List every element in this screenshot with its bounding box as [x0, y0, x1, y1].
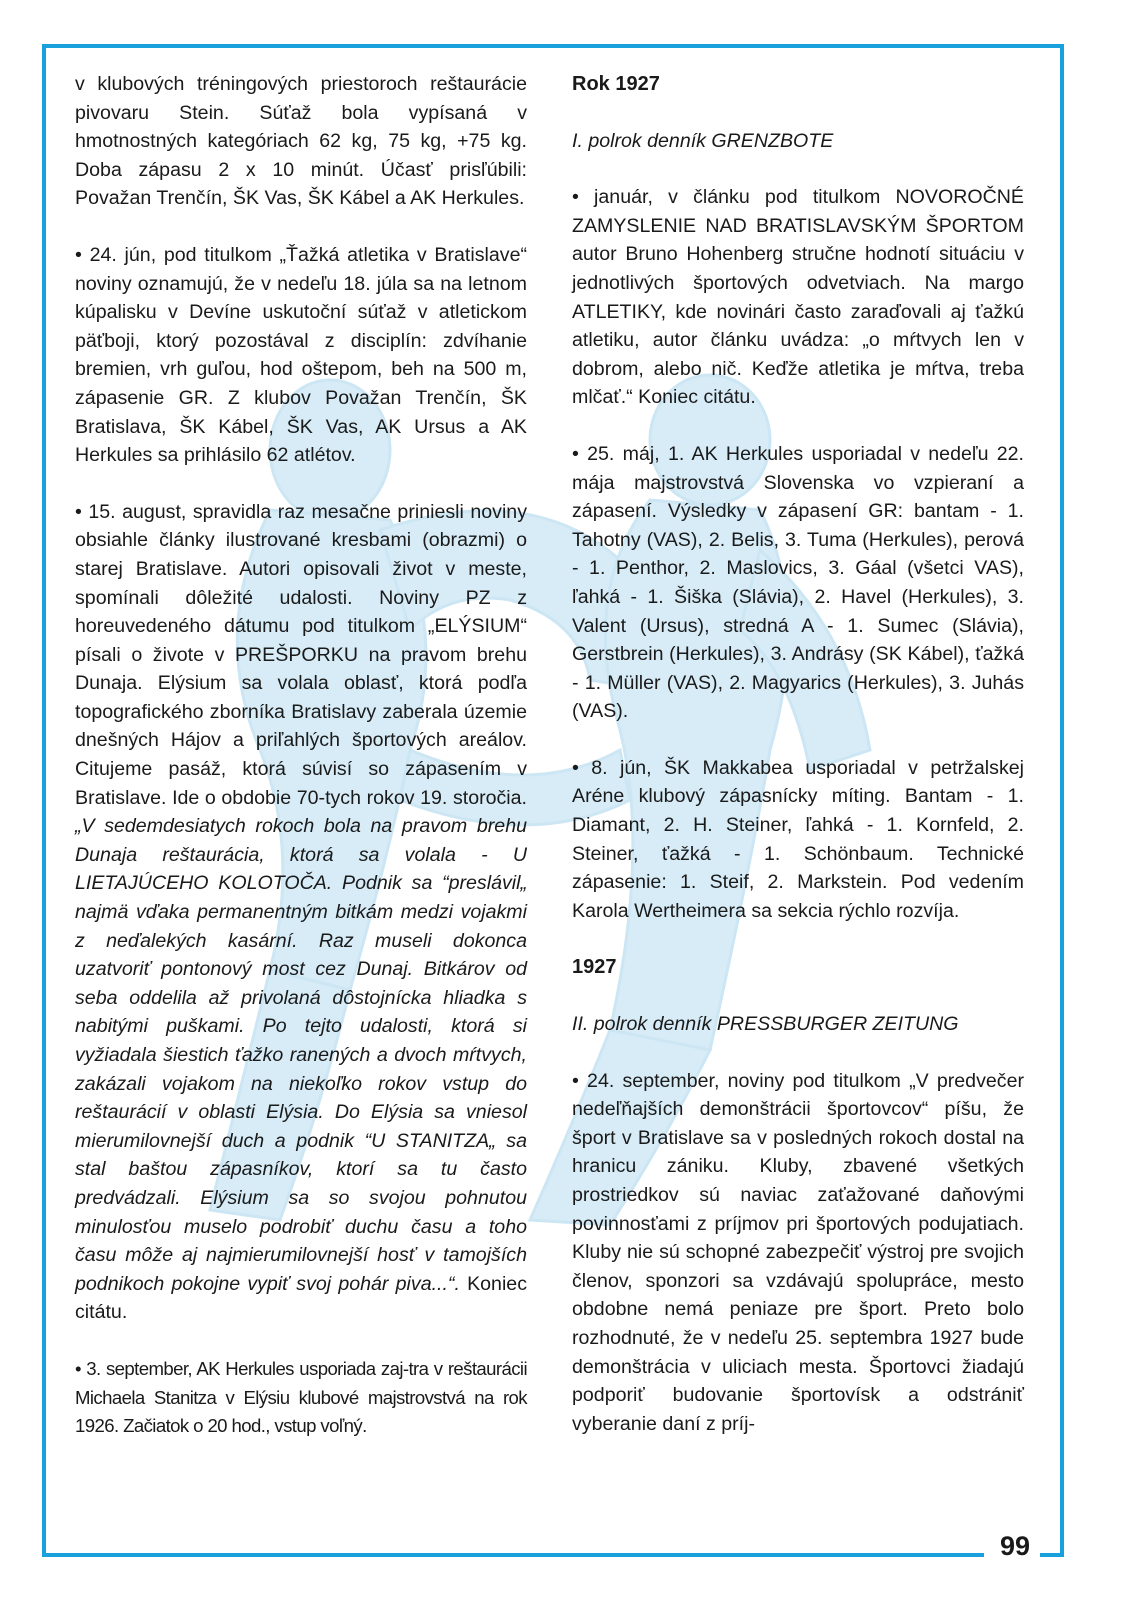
section-heading-1927: Rok 1927 [572, 73, 660, 95]
frame-bottom-line-end [1040, 1553, 1064, 1557]
left-paragraph-3 [75, 498, 527, 1327]
left-column [75, 70, 527, 1469]
right-paragraph-2: • 25. máj, 1. AK Herkules usporiadal v nedeľu 22. mája majstrovstvá Slovenska vo vzpieraní a zápasení. Výsledky v zápasení GR: bantam - 1. Tahotny (VAS), 2. Belis, 3. Tuma (Herkules), perová - 1. Penthor, 2. Maslovics, 3. Gáal (všetci VAS), ľahká - 1. Šiška (Slávia), 2. Havel (Herkules), 3. Valent (Ursus), stredná A - 1. Sumec (Slávia), Gerstbrein (Herkules), 3. Andrásy (SK Kábel), ťažká - 1. Müller (VAS), 2. Magyarics (Herkules), 3. Juhás (VAS). [572, 442, 1024, 723]
section-subheading-pressburger: II. polrok denník PRESSBURGER ZEITUNG [572, 1013, 959, 1036]
left-paragraph-1: v klubových tréningových priestoroch reštaurácie pivovaru Stein. Súťaž bola vypísaná v hmotnostných kategóriach 62 kg, 75 kg, +75 kg. Doba zápasu 2 x 10 minút. Účasť prisľúbili: Považan Trenčín, ŠK Vas, ŠK Kábel a AK Herkules. [75, 73, 527, 210]
section-subheading-grenzbote: I. polrok denník GRENZBOTE [572, 129, 834, 152]
left-paragraph-3-text: • 15. august, spravidla raz mesačne priniesli noviny obsiahle články ilustrované kresbami (obrazmi) o starej Bratislave. Autori opisovali život v meste, spomínali dôležité udalosti. Noviny PZ z horeuvedeného dátumu pod titulkom „ELÝSIUM“ písali o živote v PREŠPORKU na pravom brehu Dunaja. Elýsium sa volala oblasť, ktorá podľa topografického zborníka Bratislavy zaberala územie dnešných Hájov a priľahlých športových areálov. Citujeme pasáž, ktorá súvisí so zápasením v Bratislave. Ide o obdobie 70-tych rokov 19. storočia. [75, 500, 527, 809]
right-paragraph-3: • 8. jún, ŠK Makkabea usporiadal v petržalskej Aréne klubový zápasnícky míting. Bantam - 1. Diamant, 2. H. Steiner, ľahká - 1. Kornfeld, 2. Steiner, ťažká - 1. Schönbaum. Technické zápasenie: 1. Steif, 2. Markstein. Pod vedením Karola Wertheimera sa sekcia rýchlo rozvíja. [572, 756, 1024, 922]
left-paragraph-3-quote: „V sedemdesiatych rokoch bola na pravom brehu Dunaja reštaurácia, ktorá sa volala - U LIETAJÚCEHO KOLOTOČA. Podnik sa “preslávil„ najmä vďaka permanentným bitkám medzi vojakmi z neďalekých kasární. Raz museli dokonca uzatvoriť pontonový most cez Dunaj. Bitkárov od seba oddelila až privolaná dôstojnícka hliadka s nabitými puškami. Po tejto udalosti, ktorá si vyžiadala šiestich ťažko ranených a dvoch mŕtvych, zakázali vojakom na niekoľko rokov vstup do reštaurácií v oblasti Elýsia. Do Elýsia sa vniesol mierumilovnejší duch a podnik “U STANITZA„ sa stal baštou zápasníkov, ktorí sa tu často predvádzali. Elýsium sa so svojou pohnutou minulosťou muselo podrobiť duchu času a toho času môže aj najmierumilovnejší hosť v tamojších podnikoch pokojne vypiť svoj pohár piva...“. [75, 815, 527, 1295]
right-paragraph-4: • 24. september, noviny pod titulkom „V predvečer nedeľňajších demonštrácii športovcov“ píšu, že šport v Bratislave sa v posledných rokoch dostal na hranicu zániku. Kluby, zbavené všetkých prostriedkov sú naviac zaťažované daňovými povinnosťami z príjmov pri športových podujatiach. Kluby nie sú schopné zabezpečiť výstroj pre svojich členov, sponzori sa vzdávajú spolupráce, mesto obdobne nemá peniaze pre šport. Preto bolo rozhodnuté, že v nedeľu 25. septembra 1927 bude demonštrácia v uliciach mesta. Športovci žiadajú podporiť budovanie športovísk a odstrániť vyberanie daní z príj- [572, 1069, 1024, 1435]
left-paragraph-2: • 24. jún, pod titulkom „Ťažká atletika v Bratislave“ noviny oznamujú, že v nedeľu 18. júla sa na letnom kúpalisku v Devíne uskutoční súťaž v atletickom päťboji, ktorý pozostával z disciplín: zdvíhanie bremien, vrh guľou, hod oštepom, beh na 500 m, zápasenie GR. Z klubov Považan Trenčín, ŠK Bratislava, ŠK Kábel, ŠK Vas, AK Ursus a AK Herkules sa prihlásilo 62 atlétov. [75, 243, 527, 467]
right-column [572, 70, 1024, 1438]
frame-bottom-line [42, 1553, 984, 1557]
section-heading-1927-second: 1927 [572, 956, 617, 979]
page-number: 99 [990, 1531, 1040, 1562]
left-paragraph-3-end: Koniec citátu. [75, 1272, 527, 1324]
left-paragraph-4: • 3. september, AK Herkules usporiada zaj-tra v reštaurácii Michaela Stanitza v Elýsiu klubové majstrovstvá na rok 1926. Začiatok o 20 hod., vstup voľný. [75, 1357, 527, 1437]
right-paragraph-1: • január, v článku pod titulkom NOVOROČNÉ ZAMYSLENIE NAD BRATISLAVSKÝM ŠPORTOM autor Bruno Hohenberg stručne hodnotí situáciu v jednotlivých športových odvetviach. Na margo ATLETIKY, kde novinári často zaraďovali aj ťažkú atletiku, autor článku uvádza: „o mŕtvych len v dobrom, alebo nič. Keďže atletika je mŕtva, treba mlčať.“ Koniec citátu. [572, 186, 1024, 409]
